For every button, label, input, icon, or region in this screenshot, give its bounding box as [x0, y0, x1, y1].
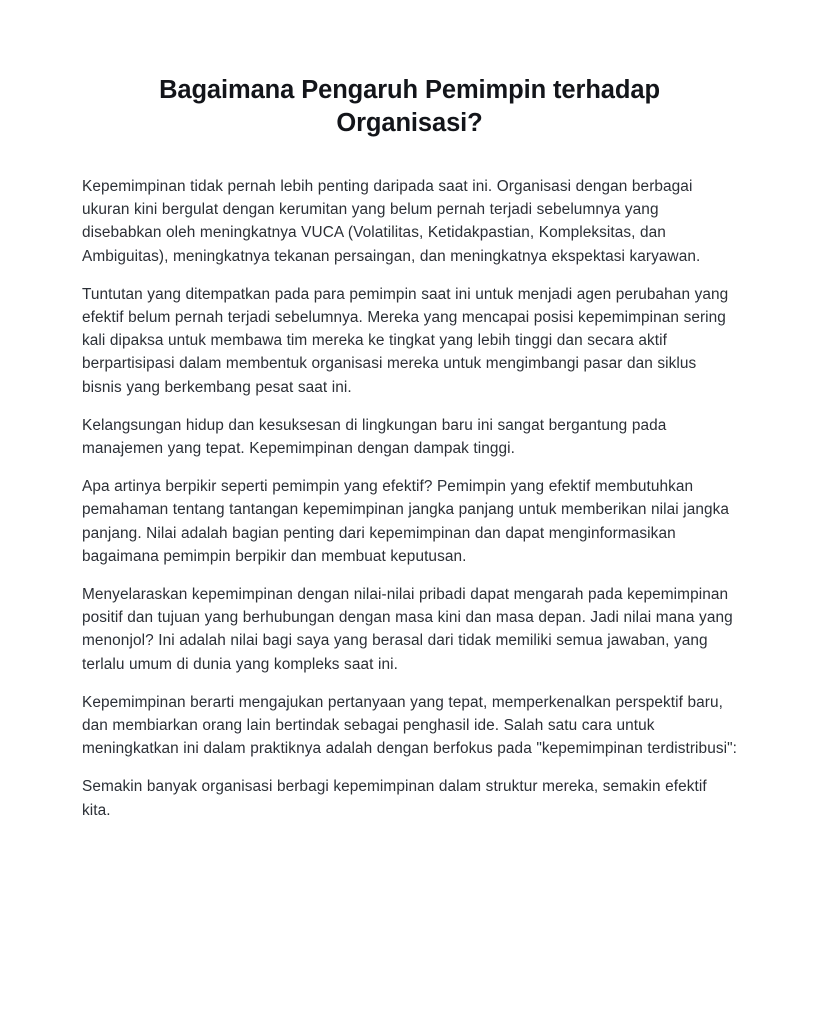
page-title: Bagaimana Pengaruh Pemimpin terhadap Organisasi?: [159, 76, 660, 137]
paragraph: Tuntutan yang ditempatkan pada para pemimpin saat ini untuk menjadi agen perubahan yang efektif belum pernah terjadi sebelumnya. Mereka yang mencapai posisi kepemimpinan sering kali dipaksa untuk membawa tim mereka ke tingkat yang lebih tinggi dan secara aktif berpartisipasi dalam membentuk organisasi mereka untuk mengimbangi pasar dan siklus bisnis yang berkembang pesat saat ini.: [82, 285, 729, 396]
document-body: [82, 175, 737, 822]
paragraph: Kelangsungan hidup dan kesuksesan di lingkungan baru ini sangat bergantung pada manajemen yang tepat. Kepemimpinan dengan dampak tinggi.: [82, 416, 667, 458]
paragraph: Kepemimpinan tidak pernah lebih penting daripada saat ini. Organisasi dengan berbagai ukuran kini bergulat dengan kerumitan yang belum pernah terjadi sebelumnya yang disebabkan oleh meningkatnya VUCA (Volatilitas, Ketidakpastian, Kompleksitas, dan Ambiguitas), meningkatnya tekanan persaingan, dan meningkatnya ekspektasi karyawan.: [82, 178, 701, 265]
paragraph: Semakin banyak organisasi berbagi kepemimpinan dalam struktur mereka, semakin efektif kita.: [82, 778, 707, 819]
paragraph: Menyelaraskan kepemimpinan dengan nilai-nilai pribadi dapat mengarah pada kepemimpinan positif dan tujuan yang berhubungan dengan masa kini dan masa depan. Jadi nilai mana yang menonjol? Ini adalah nilai bagi saya yang berasal dari tidak memiliki semua jawaban, yang terlalu umum di dunia yang kompleks saat ini.: [82, 586, 733, 673]
paragraph: Kepemimpinan berarti mengajukan pertanyaan yang tepat, memperkenalkan perspektif baru, dan membiarkan orang lain bertindak sebagai penghasil ide. Salah satu cara untuk meningkatkan ini dalam praktiknya adalah dengan berfokus pada "kepemimpinan terdistribusi":: [82, 693, 737, 758]
paragraph: Apa artinya berpikir seperti pemimpin yang efektif? Pemimpin yang efektif membutuhkan pemahaman tentang tantangan kepemimpinan jangka panjang untuk memberikan nilai jangka panjang. Nilai adalah bagian penting dari kepemimpinan dan dapat menginformasikan bagaimana pemimpin berpikir dan membuat keputusan.: [82, 478, 730, 565]
